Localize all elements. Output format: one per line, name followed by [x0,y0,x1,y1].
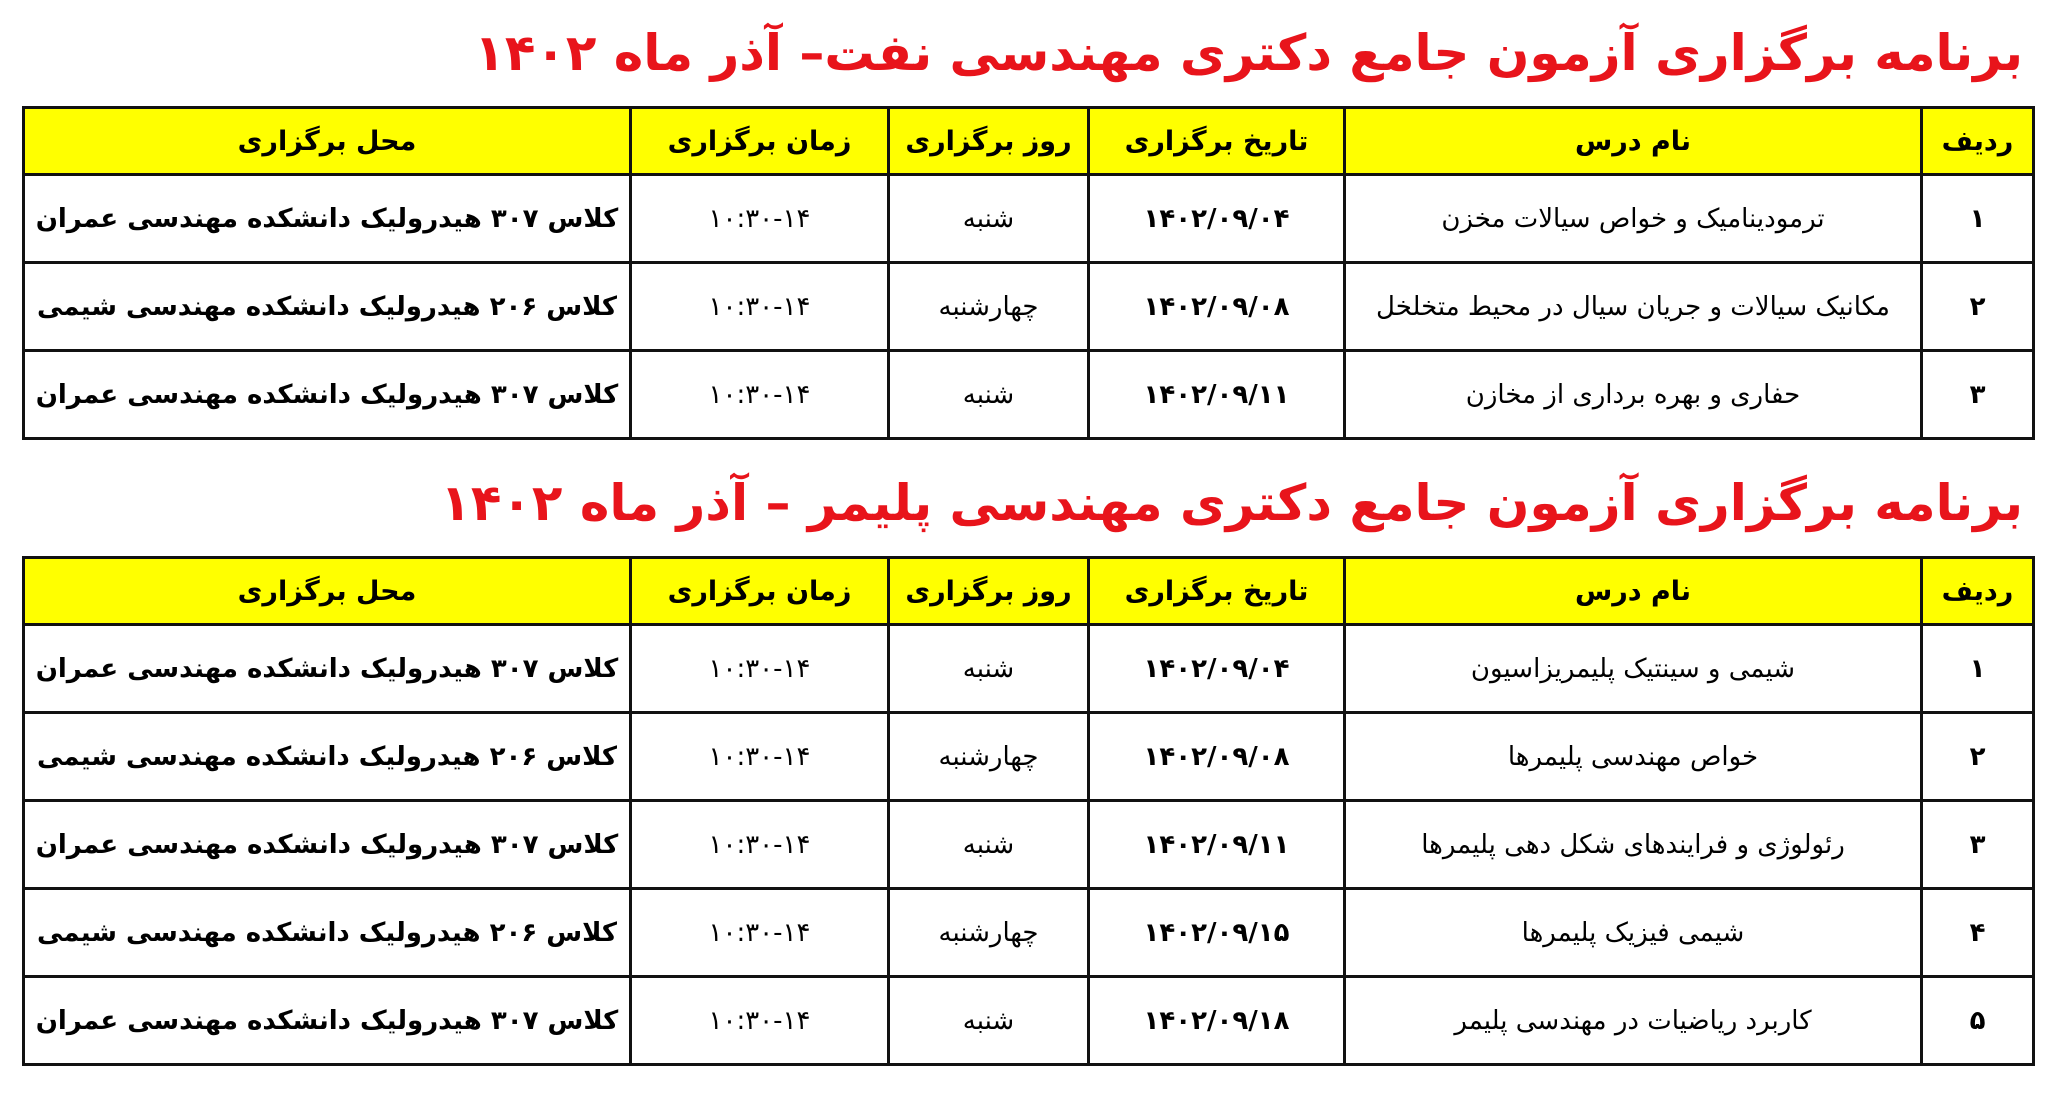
col-header-row-number: ردیف [1922,558,2034,625]
cell-place: کلاس ۲۰۶ هیدرولیک دانشکده مهندسی شیمی [24,713,631,801]
cell-course: حفاری و بهره برداری از مخازن [1345,351,1922,439]
cell-row-number: ۱ [1922,175,2034,263]
table-row [24,625,2034,713]
cell-row-number: ۴ [1922,889,2034,977]
table-row [24,351,2034,439]
schedule-table-polymer [22,556,2035,1066]
cell-row-number: ۲ [1922,263,2034,351]
cell-place: کلاس ۳۰۷ هیدرولیک دانشکده مهندسی عمران [24,351,631,439]
cell-day: چهارشنبه [889,263,1089,351]
table-row [24,263,2034,351]
cell-date: ۱۴۰۲/۰۹/۰۴ [1089,175,1345,263]
col-header-time: زمان برگزاری [631,108,889,175]
table-row [24,977,2034,1065]
cell-day: شنبه [889,351,1089,439]
cell-time: ۱۰:۳۰-۱۴ [631,801,889,889]
cell-row-number: ۱ [1922,625,2034,713]
cell-date: ۱۴۰۲/۰۹/۱۱ [1089,801,1345,889]
table-row [24,889,2034,977]
cell-date: ۱۴۰۲/۰۹/۱۵ [1089,889,1345,977]
cell-day: چهارشنبه [889,713,1089,801]
cell-day: شنبه [889,175,1089,263]
table-row [24,175,2034,263]
cell-course: مکانیک سیالات و جریان سیال در محیط متخلخل [1345,263,1922,351]
cell-place: کلاس ۲۰۶ هیدرولیک دانشکده مهندسی شیمی [24,889,631,977]
col-header-course: نام درس [1345,558,1922,625]
cell-place: کلاس ۳۰۷ هیدرولیک دانشکده مهندسی عمران [24,977,631,1065]
col-header-place: محل برگزاری [24,108,631,175]
col-header-day: روز برگزاری [889,558,1089,625]
cell-course: رئولوژی و فرایندهای شکل دهی پلیمرها [1345,801,1922,889]
cell-time: ۱۰:۳۰-۱۴ [631,263,889,351]
cell-time: ۱۰:۳۰-۱۴ [631,889,889,977]
schedule-table-petroleum [22,106,2035,440]
cell-place: کلاس ۳۰۷ هیدرولیک دانشکده مهندسی عمران [24,175,631,263]
table-row [24,713,2034,801]
col-header-place: محل برگزاری [24,558,631,625]
cell-course: شیمی فیزیک پلیمرها [1345,889,1922,977]
col-header-time: زمان برگزاری [631,558,889,625]
table-header-row [24,108,2034,175]
cell-course: شیمی و سینتیک پلیمریزاسیون [1345,625,1922,713]
cell-row-number: ۵ [1922,977,2034,1065]
table-header-row [24,558,2034,625]
table-row [24,801,2034,889]
cell-date: ۱۴۰۲/۰۹/۰۸ [1089,263,1345,351]
cell-day: چهارشنبه [889,889,1089,977]
cell-day: شنبه [889,801,1089,889]
cell-time: ۱۰:۳۰-۱۴ [631,713,889,801]
cell-day: شنبه [889,977,1089,1065]
col-header-row-number: ردیف [1922,108,2034,175]
cell-date: ۱۴۰۲/۰۹/۰۴ [1089,625,1345,713]
cell-place: کلاس ۲۰۶ هیدرولیک دانشکده مهندسی شیمی [24,263,631,351]
schedule-title-polymer: برنامه برگزاری آزمون جامع دکتری مهندسی پلیمر – آذر ماه ۱۴۰۲ [440,474,2023,532]
col-header-course: نام درس [1345,108,1922,175]
cell-course: ترمودینامیک و خواص سیالات مخزن [1345,175,1922,263]
cell-row-number: ۲ [1922,713,2034,801]
schedule-title-petroleum: برنامه برگزاری آزمون جامع دکتری مهندسی نفت– آذر ماه ۱۴۰۲ [474,24,2023,82]
cell-course: کاربرد ریاضیات در مهندسی پلیمر [1345,977,1922,1065]
cell-course: خواص مهندسی پلیمرها [1345,713,1922,801]
cell-time: ۱۰:۳۰-۱۴ [631,625,889,713]
cell-day: شنبه [889,625,1089,713]
cell-date: ۱۴۰۲/۰۹/۱۸ [1089,977,1345,1065]
cell-row-number: ۳ [1922,801,2034,889]
cell-time: ۱۰:۳۰-۱۴ [631,977,889,1065]
col-header-date: تاریخ برگزاری [1089,558,1345,625]
cell-row-number: ۳ [1922,351,2034,439]
cell-place: کلاس ۳۰۷ هیدرولیک دانشکده مهندسی عمران [24,801,631,889]
cell-time: ۱۰:۳۰-۱۴ [631,175,889,263]
cell-date: ۱۴۰۲/۰۹/۱۱ [1089,351,1345,439]
cell-time: ۱۰:۳۰-۱۴ [631,351,889,439]
col-header-date: تاریخ برگزاری [1089,108,1345,175]
cell-place: کلاس ۳۰۷ هیدرولیک دانشکده مهندسی عمران [24,625,631,713]
col-header-day: روز برگزاری [889,108,1089,175]
cell-date: ۱۴۰۲/۰۹/۰۸ [1089,713,1345,801]
